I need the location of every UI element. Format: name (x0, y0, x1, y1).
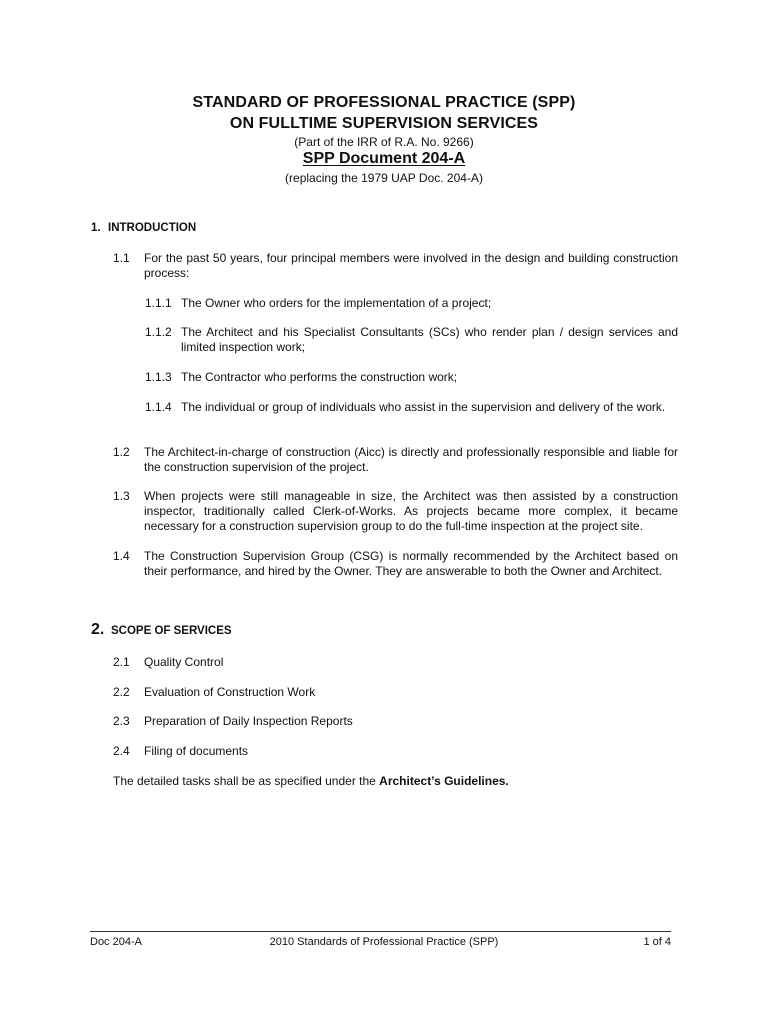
list-item (113, 251, 678, 281)
document-title-line2: ON FULLTIME SUPERVISION SERVICES (229, 115, 539, 132)
document-part-of: (Part of the IRR of R.A. No. 9266) (294, 135, 474, 149)
footer-doc-id: Doc 204-A (90, 936, 142, 948)
section-heading-scope-of-services (91, 621, 232, 639)
item-text: Filing of documents (144, 744, 249, 758)
document-number: SPP Document 204-A (302, 150, 466, 167)
item-text: The Architect-in-charge of construction (Aicc) is directly and professionally responsible and liable for the construction supervision of the project. (144, 445, 678, 474)
section-number: 2. (91, 621, 105, 638)
item-text: For the past 50 years, four principal members were involved in the design and building construction process: (144, 251, 678, 280)
item-text: The Architect and his Specialist Consultants (SCs) who render plan / design services and limited inspection work; (181, 325, 678, 354)
item-text: Quality Control (144, 655, 224, 669)
item-text: Preparation of Daily Inspection Reports (144, 714, 353, 728)
document-replacing-note: (replacing the 1979 UAP Doc. 204-A) (285, 171, 483, 185)
item-number: 2.4 (113, 744, 130, 758)
list-item (113, 714, 678, 729)
item-number: 1.1.2 (145, 325, 172, 339)
item-number: 1.1 (113, 251, 130, 265)
list-item (145, 325, 678, 355)
item-text: The Contractor who performs the construction work; (181, 370, 458, 384)
list-item (113, 549, 678, 579)
section-number: 1. (91, 222, 101, 234)
list-item (113, 489, 678, 534)
section-heading-introduction (91, 222, 196, 234)
item-number: 1.3 (113, 489, 130, 503)
list-item (145, 400, 678, 415)
item-number: 2.1 (113, 655, 130, 669)
closing-text: The detailed tasks shall be as specified under the (113, 774, 380, 788)
item-number: 1.1.4 (145, 400, 172, 414)
list-item (113, 744, 678, 759)
section-title: INTRODUCTION (108, 222, 197, 234)
item-number: 2.3 (113, 714, 130, 728)
list-item (113, 685, 678, 700)
list-item (145, 370, 678, 385)
item-text: Evaluation of Construction Work (144, 685, 316, 699)
closing-paragraph (113, 774, 509, 788)
document-title-line1: STANDARD OF PROFESSIONAL PRACTICE (SPP) (192, 94, 576, 111)
list-item (145, 296, 678, 311)
footer-title: 2010 Standards of Professional Practice (SPP) (269, 936, 499, 948)
footer-page-number: 1 of 4 (643, 936, 671, 948)
footer-divider (90, 931, 671, 932)
item-number: 1.1.3 (145, 370, 172, 384)
item-number: 1.4 (113, 549, 130, 563)
item-number: 1.2 (113, 445, 130, 459)
section-title: SCOPE OF SERVICES (111, 625, 232, 637)
item-number: 2.2 (113, 685, 130, 699)
list-item (113, 445, 678, 475)
item-text: The individual or group of individuals who assist in the supervision and delivery of the work. (181, 400, 666, 414)
list-item (113, 655, 678, 670)
item-text: The Owner who orders for the implementation of a project; (181, 296, 492, 310)
item-text: When projects were still manageable in size, the Architect was then assisted by a construction inspector, traditionally called Clerk-of-Works. As projects became more complex, it became necessary for a construction supervision group to do the full-time inspection at the project site. (144, 489, 678, 533)
guidelines-reference: Architect’s Guidelines. (379, 774, 509, 788)
item-number: 1.1.1 (145, 296, 172, 310)
item-text: The Construction Supervision Group (CSG) is normally recommended by the Architect based on their performance, and hired by the Owner. They are answerable to both the Owner and Architect. (144, 549, 678, 578)
